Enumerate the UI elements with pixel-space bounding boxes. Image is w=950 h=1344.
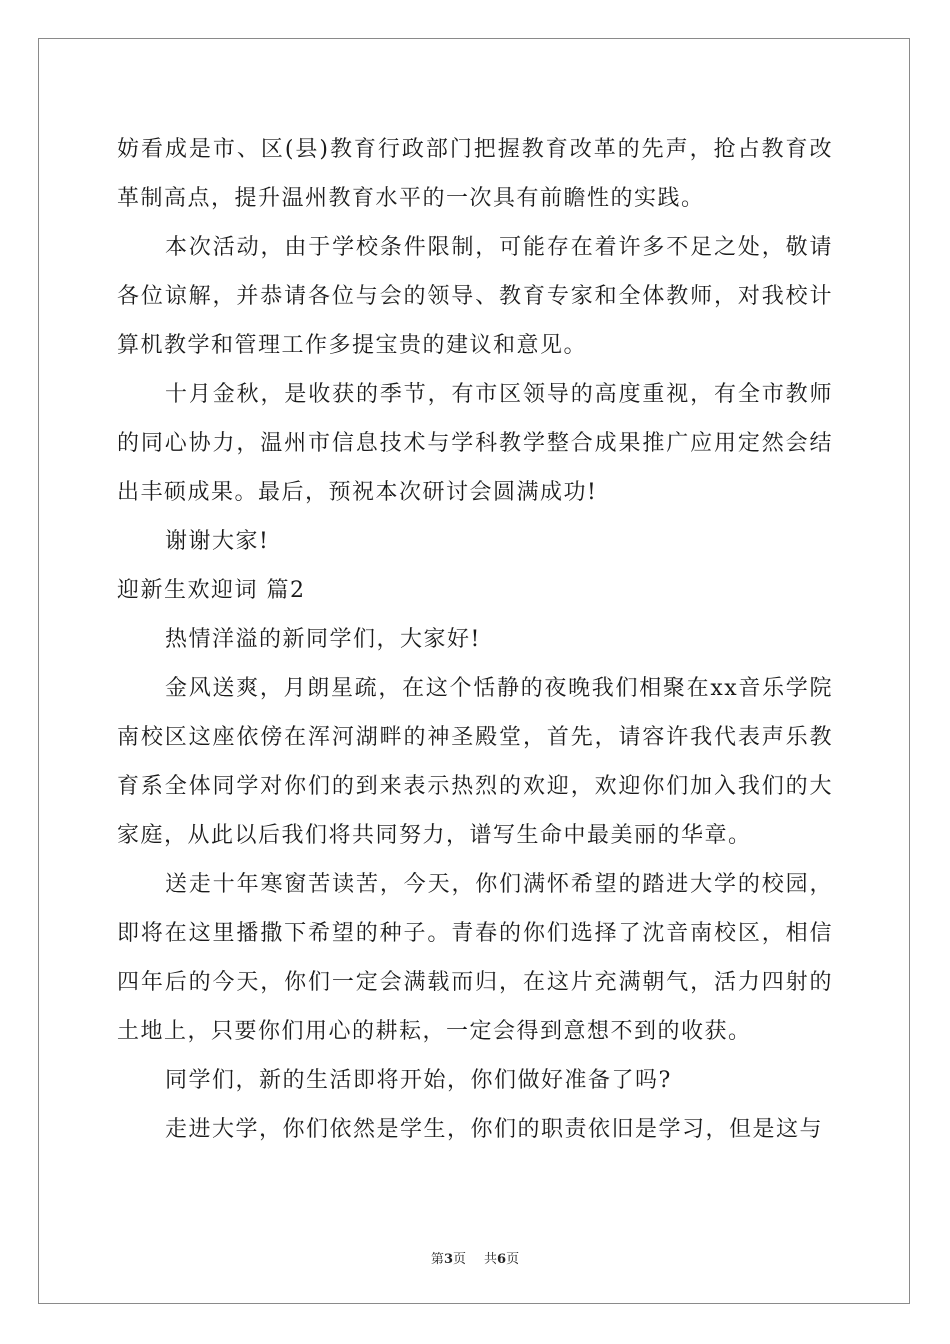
section-paragraph-4: 同学们，新的生活即将开始，你们做好准备了吗? [165, 1068, 672, 1093]
document-body [117, 125, 833, 1154]
page-footer [0, 1248, 950, 1267]
total-suffix: 页 [506, 1252, 520, 1267]
paragraph-2: 本次活动，由于学校条件限制，可能存在着许多不足之处，敬请各位谅解，并恭请各位与会的领导、教育专家和全体教师，对我校计算机教学和管理工作多提宝贵的建议和意见。 [117, 235, 833, 358]
paragraph-3: 十月金秋，是收获的季节，有市区领导的高度重视，有全市教师的同心协力，温州市信息技术与学科教学整合成果推广应用定然会结出丰硕成果。最后，预祝本次研讨会圆满成功! [117, 382, 833, 505]
page-prefix: 第 [430, 1252, 444, 1267]
paragraph-1: 妨看成是市、区(县)教育行政部门把握教育改革的先声，抢占教育改革制高点，提升温州教育水平的一次具有前瞻性的实践。 [117, 137, 833, 211]
total-prefix: 共 [484, 1252, 498, 1267]
section-heading: 迎新生欢迎词 篇2 [117, 578, 306, 603]
section-paragraph-5: 走进大学，你们依然是学生，你们的职责依旧是学习，但是这与 [165, 1117, 824, 1142]
page-total: 6 [497, 1252, 507, 1267]
page-suffix: 页 [452, 1252, 466, 1267]
section-paragraph-1: 热情洋溢的新同学们，大家好! [165, 627, 481, 652]
section-paragraph-2: 金风送爽，月朗星疏，在这个恬静的夜晚我们相聚在xx音乐学院南校区这座依傍在浑河湖畔的神圣殿堂，首先，请容许我代表声乐教育系全体同学对你们的到来表示热烈的欢迎，欢迎你们加入我们的大家庭，从此以后我们将共同努力，谱写生命中最美丽的华章。 [117, 676, 833, 848]
section-paragraph-3: 送走十年寒窗苦读苦，今天，你们满怀希望的踏进大学的校园，即将在这里播撒下希望的种子。青春的你们选择了沈音南校区，相信四年后的今天，你们一定会满载而归，在这片充满朝气，活力四射的土地上，只要你们用心的耕耘，一定会得到意想不到的收获。 [117, 872, 833, 1044]
paragraph-4: 谢谢大家! [165, 529, 270, 554]
page-current: 3 [443, 1252, 453, 1267]
